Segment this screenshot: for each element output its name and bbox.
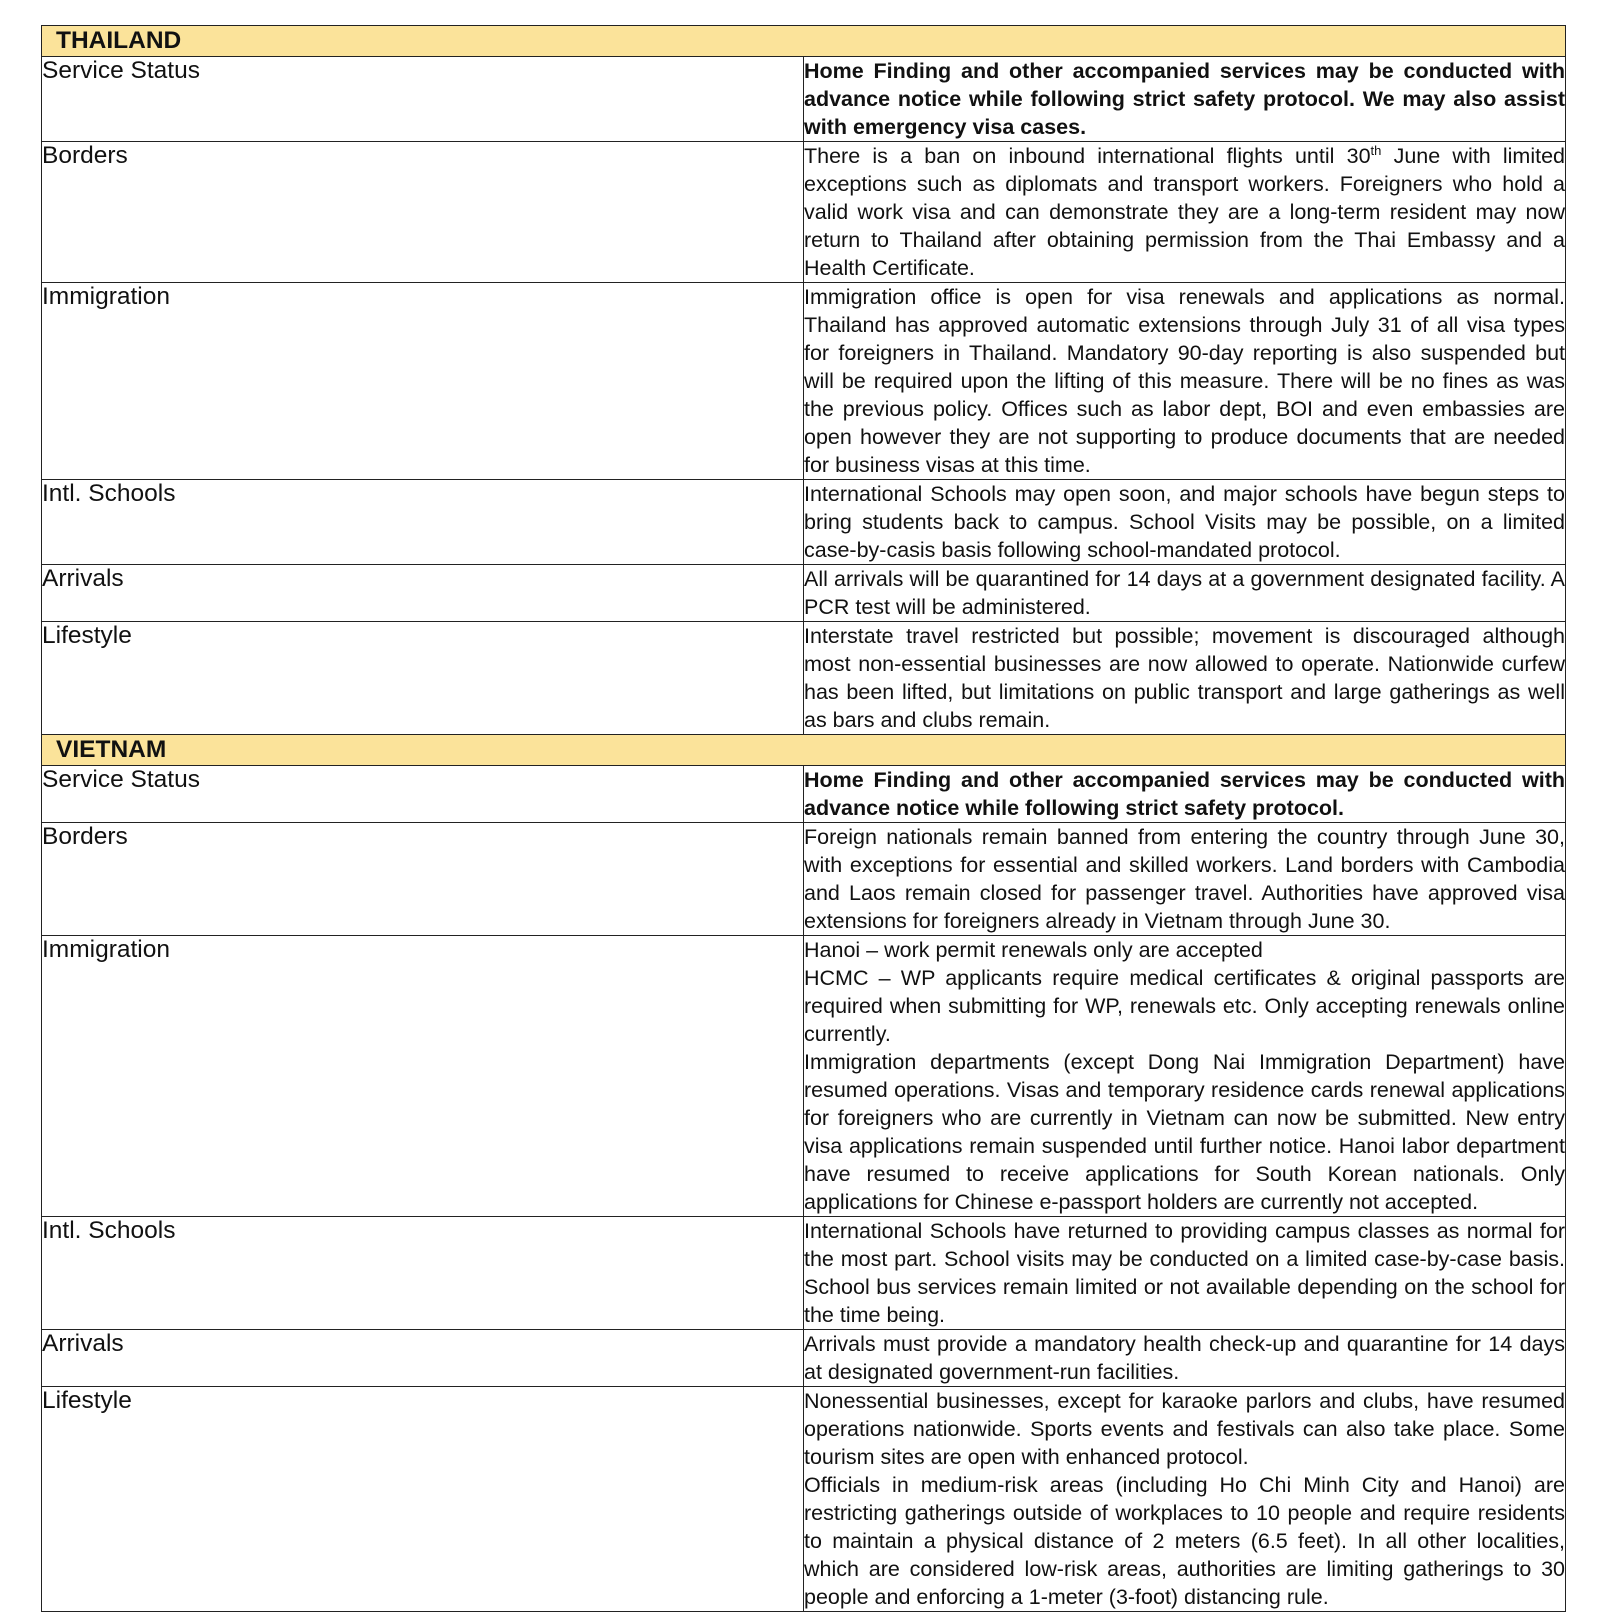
table-row: [42, 622, 1566, 735]
country-title: VIETNAM: [42, 735, 1566, 766]
row-content: Immigration office is open for visa renewals and applications as normal. Thailand has approved automatic extensions through July 31 of all visa types for foreigners in Thailand. Mandatory 90-day reporting is also suspended but will be required upon the lifting of this measure. There will be no fines as was the previous policy. Offices such as labor dept, BOI and even embassies are open however they are not supporting to produce documents that are needed for business visas at this time.: [804, 283, 1566, 480]
section-header-vietnam: [42, 735, 1566, 766]
table-row: [42, 57, 1566, 142]
row-label: Service Status: [42, 766, 804, 823]
content-paragraph: Immigration departments (except Dong Nai Immigration Department) have resumed operations. Visas and temporary residence cards renewal applications for foreigners who are currently in Vietnam can now be submitted. New entry visa applications remain suspended until further notice. Hanoi labor department have resumed to receive applications for South Korean nationals. Only applications for Chinese e-passport holders are currently not accepted.: [804, 1050, 1565, 1214]
table-row: [42, 480, 1566, 565]
table-row: [42, 936, 1566, 1217]
content-paragraph: Officials in medium-risk areas (including Ho Chi Minh City and Hanoi) are restricting gatherings outside of workplaces to 10 people and require residents to maintain a physical distance of 2 meters (6.5 feet). In all other localities, which are considered low-risk areas, authorities are limiting gatherings to 30 people and enforcing a 1-meter (3-foot) distancing rule.: [804, 1473, 1565, 1609]
row-content: All arrivals will be quarantined for 14 days at a government designated facility. A PCR test will be administered.: [804, 565, 1566, 622]
row-label: Lifestyle: [42, 622, 804, 735]
row-label: Immigration: [42, 936, 804, 1217]
row-content: Foreign nationals remain banned from entering the country through June 30, with exceptions for essential and skilled workers. Land borders with Cambodia and Laos remain closed for passenger travel. Authorities have approved visa extensions for foreigners already in Vietnam through June 30.: [804, 823, 1566, 936]
row-label: Borders: [42, 823, 804, 936]
table-row: [42, 142, 1566, 283]
row-content: [804, 142, 1566, 283]
table-row: [42, 823, 1566, 936]
content-paragraph: Hanoi – work permit renewals only are accepted: [804, 938, 1263, 962]
content-text: June with limited exceptions such as diplomats and transport workers. Foreigners who hold a valid work visa and can demonstrate they are a long-term resident may now return to Thailand after obtaining permission from the Thai Embassy and a Health Certificate.: [804, 144, 1565, 280]
row-content: International Schools may open soon, and major schools have begun steps to bring students back to campus. School Visits may be possible, on a limited case-by-casis basis following school-mandated protocol.: [804, 480, 1566, 565]
row-label: Arrivals: [42, 565, 804, 622]
table-row: [42, 1217, 1566, 1330]
country-status-table: [41, 25, 1566, 1612]
content-paragraph: Nonessential businesses, except for karaoke parlors and clubs, have resumed operations nationwide. Sports events and festivals can also take place. Some tourism sites are open with enhanced protocol.: [804, 1389, 1565, 1469]
row-content: Home Finding and other accompanied services may be conducted with advance notice while following strict safety protocol. We may also assist with emergency visa cases.: [804, 57, 1566, 142]
row-label: Lifestyle: [42, 1387, 804, 1612]
row-label: Service Status: [42, 57, 804, 142]
row-label: Intl. Schools: [42, 1217, 804, 1330]
country-title: THAILAND: [42, 26, 1566, 57]
row-label: Intl. Schools: [42, 480, 804, 565]
row-content: Arrivals must provide a mandatory health check-up and quarantine for 14 days at designated government-run facilities.: [804, 1330, 1566, 1387]
section-header-thailand: [42, 26, 1566, 57]
row-content: Home Finding and other accompanied services may be conducted with advance notice while following strict safety protocol.: [804, 766, 1566, 823]
row-content: [804, 1387, 1566, 1612]
table-row: [42, 1387, 1566, 1612]
table-row: [42, 1330, 1566, 1387]
content-text: There is a ban on inbound international flights until 30: [804, 144, 1371, 168]
table-row: [42, 283, 1566, 480]
row-content: Interstate travel restricted but possible; movement is discouraged although most non-essential businesses are now allowed to operate. Nationwide curfew has been lifted, but limitations on public transport and large gatherings as well as bars and clubs remain.: [804, 622, 1566, 735]
table-row: [42, 565, 1566, 622]
row-content: [804, 936, 1566, 1217]
row-label: Arrivals: [42, 1330, 804, 1387]
row-label: Borders: [42, 142, 804, 283]
row-content: International Schools have returned to providing campus classes as normal for the most part. School visits may be conducted on a limited case-by-case basis. School bus services remain limited or not available depending on the school for the time being.: [804, 1217, 1566, 1330]
row-label: Immigration: [42, 283, 804, 480]
content-paragraph: HCMC – WP applicants require medical certificates & original passports are required when submitting for WP, renewals etc. Only accepting renewals online currently.: [804, 966, 1565, 1046]
ordinal-suffix: th: [1370, 142, 1382, 158]
table-row: [42, 766, 1566, 823]
